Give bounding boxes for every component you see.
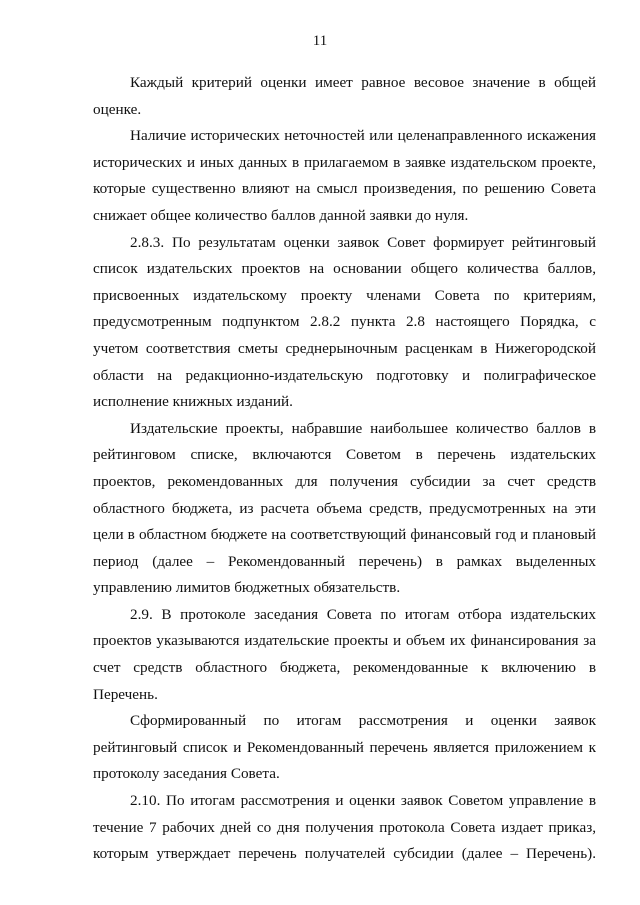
text-line: областного бюджета, из расчета объема средств, предусмотренных на эти bbox=[93, 499, 596, 517]
text-line: цели в областном бюджете на соответствующий финансовый год и плановый bbox=[93, 526, 596, 544]
paragraph-historical-inaccuracies bbox=[93, 123, 596, 229]
text-line: 2.10. По итогам рассмотрения и оценки заявок Советом управление в bbox=[130, 792, 596, 810]
text-line: Наличие исторических неточностей или целенаправленного искажения bbox=[130, 127, 596, 145]
paragraph-formed-list bbox=[93, 708, 596, 788]
text-line: Каждый критерий оценки имеет равное весовое значение в общей bbox=[130, 74, 596, 91]
document-body bbox=[93, 70, 596, 868]
text-line: счет средств областного бюджета, рекомендованные к включению в bbox=[93, 659, 596, 677]
paragraph-2-9 bbox=[93, 602, 596, 708]
text-line: проектов, рекомендованных для получения субсидии за счет средств bbox=[93, 472, 596, 490]
text-line: рейтинговом списке, включаются Советом в перечень издательских bbox=[93, 446, 596, 464]
text-line: снижает общее количество баллов данной заявки до нуля. bbox=[93, 206, 469, 224]
paragraph-2-10 bbox=[93, 788, 596, 868]
text-line: течение 7 рабочих дней со дня получения протокола Совета издает приказ, bbox=[93, 818, 596, 836]
text-line: учетом соответствия сметы среднерыночным расценкам в Нижегородской bbox=[93, 339, 596, 357]
text-line: исторических и иных данных в прилагаемом в заявке издательском проекте, bbox=[93, 153, 596, 171]
page-number: 11 bbox=[312, 33, 328, 49]
paragraph-criteria-weight bbox=[93, 70, 596, 123]
text-line: Издательские проекты, набравшие наибольшее количество баллов в bbox=[130, 419, 596, 437]
text-line: список издательских проектов на основании общего количества баллов, bbox=[93, 260, 596, 278]
text-line: проектов указываются издательские проекты и объем их финансирования за bbox=[93, 632, 596, 650]
paragraph-recommended-list bbox=[93, 416, 596, 602]
text-line: 2.8.3. По результатам оценки заявок Совет формирует рейтинговый bbox=[130, 233, 596, 251]
text-line: оценке. bbox=[93, 100, 142, 118]
text-line: Сформированный по итогам рассмотрения и оценки заявок bbox=[130, 712, 596, 730]
text-line: которым утверждает перечень получателей субсидии (далее – Перечень). bbox=[93, 845, 596, 863]
text-line: которые существенно влияют на смысл произведения, по решению Совета bbox=[93, 180, 596, 198]
text-line: рейтинговый список и Рекомендованный перечень является приложением к bbox=[93, 738, 596, 756]
text-line: 2.9. В протоколе заседания Совета по итогам отбора издательских bbox=[130, 605, 596, 623]
text-line: протоколу заседания Совета. bbox=[93, 765, 280, 783]
text-line: присвоенных издательскому проекту членами Совета по критериям, bbox=[93, 286, 596, 304]
text-line: исполнение книжных изданий. bbox=[93, 393, 293, 411]
text-line: период (далее – Рекомендованный перечень) в рамках выделенных bbox=[93, 552, 596, 570]
paragraph-2-8-3 bbox=[93, 230, 596, 416]
text-line: Перечень. bbox=[93, 685, 158, 703]
text-line: управлению лимитов бюджетных обязательств. bbox=[93, 579, 401, 597]
text-line: предусмотренным подпунктом 2.8.2 пункта 2.8 настоящего Порядка, с bbox=[93, 313, 596, 331]
text-line: области на редакционно-издательскую подготовку и полиграфическое bbox=[93, 366, 596, 384]
